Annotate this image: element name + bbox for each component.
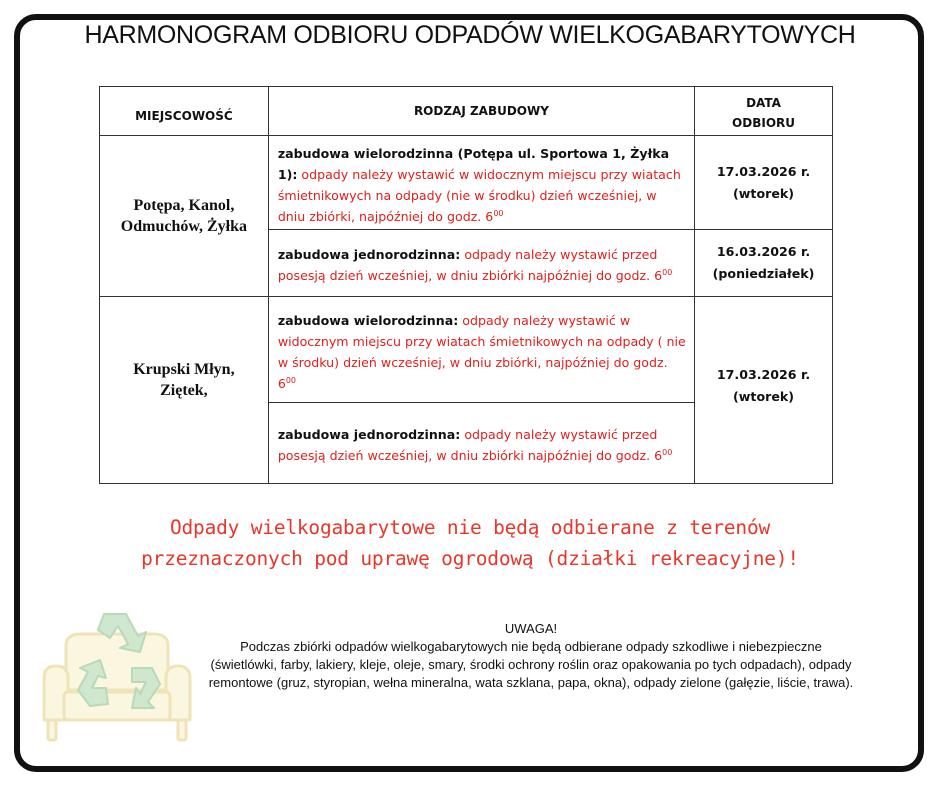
type-description: odpady należy wystawić przed posesją dzień wcześniej, w dniu zbiórki najpóźniej do godz. $6^{00}$: [277, 427, 673, 463]
header-place: MIEJSCOWOŚĆ: [100, 87, 269, 136]
recycle-sofa-icon: [34, 608, 202, 750]
pickup-date: 17.03.2026 r.: [716, 163, 811, 179]
table-row: [100, 297, 833, 403]
pickup-day: (wtorek): [733, 185, 794, 201]
page-title: HARMONOGRAM ODBIORU ODPADÓW WIELKOGABARYTOWYCH: [84, 21, 856, 49]
pickup-day: (wtorek): [733, 389, 794, 404]
type-cell: [268, 403, 694, 484]
place-line1: Krupski Młyn,: [133, 361, 235, 378]
type-label: zabudowa wielorodzinna:: [277, 312, 459, 328]
type-cell: [268, 230, 694, 297]
type-description: odpady należy wystawić przed posesją dzień wcześniej, w dniu zbiórki najpóźniej do godz. $6^{00}$: [277, 247, 673, 283]
type-cell: [268, 136, 694, 230]
warning-text: Podczas zbiórki odpadów wielkogabarytowych nie będą odbierane odpady szkodliwe i niebezpieczne (świetlówki, farby, lakiery, kleje, oleje, smary, środki ochrony roślin oraz opakowania po tych odpadach), odpady remontowe (gruz, styropian, wełna mineralna, wata szklana, papa, okna), odpady zielone (gałęzie, liście, trawa).: [208, 639, 854, 690]
place-line2: Ziętek,: [160, 382, 208, 399]
type-description: odpady należy wystawić w widocznym miejscu przy wiatach śmietnikowych na odpady ( nie w środku) dzień wcześniej, w dniu zbiórki, najpóźniej do godz. $6^{00}$: [277, 312, 686, 391]
schedule-table: [99, 86, 833, 484]
place-cell: [100, 136, 269, 297]
notice-line2: przeznaczonych pod uprawę ogrodową (działki rekreacyjne)!: [141, 547, 799, 570]
place-line2: Odmuchów, Żyłka: [120, 218, 248, 235]
type-description: odpady należy wystawić w widocznym miejscu przy wiatach śmietnikowych na odpady (nie w środku) dzień wcześniej, w dniu zbiórki, najpóźniej do godz. $6^{00}$: [277, 166, 681, 224]
header-date-line2: ODBIORU: [732, 116, 796, 130]
table-header-row: [100, 87, 833, 136]
place-cell: [100, 297, 269, 484]
type-label: zabudowa wielorodzinna (Potępa ul. Sportowa 1, Żyłka 1):: [277, 145, 670, 182]
header-type: RODZAJ ZABUDOWY: [268, 87, 694, 136]
pickup-date: 16.03.2026 r.: [716, 244, 811, 259]
type-label: zabudowa jednorodzinna:: [277, 247, 461, 262]
table-row: [100, 136, 833, 230]
header-date-line1: DATA: [746, 96, 781, 110]
pickup-date: 17.03.2026 r.: [716, 367, 811, 382]
type-cell: [268, 297, 694, 403]
date-cell: [695, 297, 833, 484]
warning-title: UWAGA!: [504, 621, 558, 636]
place-line1: Potępa, Kanol,: [133, 197, 235, 214]
date-cell: [695, 136, 833, 230]
pickup-day: (poniedziałek): [712, 266, 815, 281]
notice-text: [0, 512, 940, 574]
type-label: zabudowa jednorodzinna:: [277, 427, 461, 442]
header-date: [695, 87, 833, 136]
warning-box: [206, 620, 856, 692]
date-cell: [695, 230, 833, 297]
notice-line1: Odpady wielkogabarytowe nie będą odbierane z terenów: [169, 516, 771, 539]
